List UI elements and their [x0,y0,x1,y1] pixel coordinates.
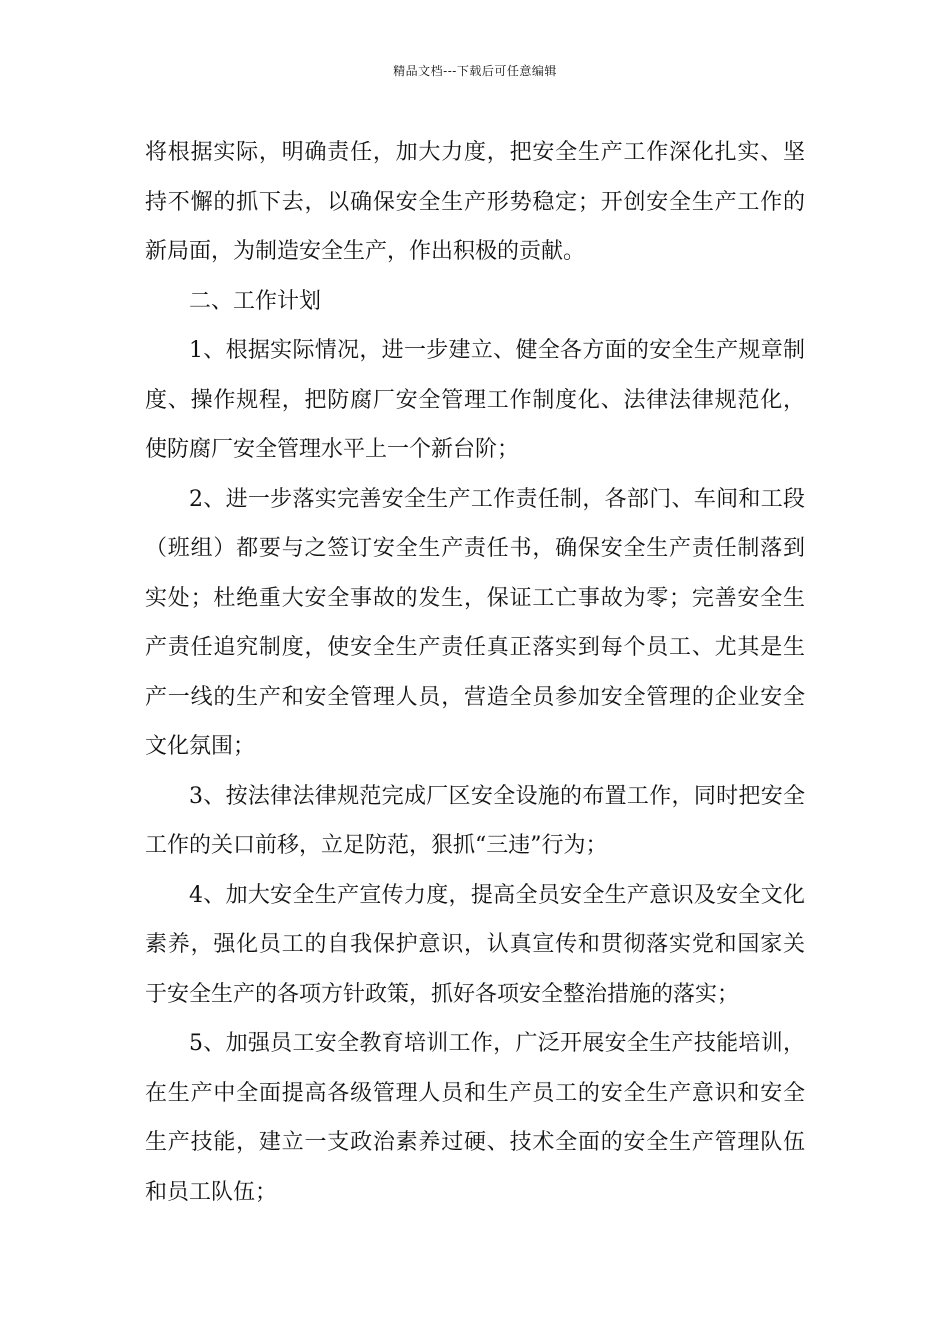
plan-item-1 [145,326,805,475]
text-line: 度、操作规程，把防腐厂安全管理工作制度化、法律法律规范化， [145,387,805,413]
text-line: 和员工队伍； [145,1179,278,1205]
text-line: 新局面，为制造安全生产，作出积极的贡献。 [145,239,586,264]
text-line: 产一线的生产和安全管理人员，营造全员参加安全管理的企业安全 [145,684,805,710]
paragraph-intro [145,128,805,277]
plan-item-3 [145,772,805,871]
text-line: 持不懈的抓下去，以确保安全生产形势稳定；开创安全生产工作的 [145,189,805,215]
section-heading-text: 二、工作计划 [189,288,322,314]
text-line: 使防腐厂安全管理水平上一个新台阶； [145,437,520,462]
text-line: 2、进一步落实完善安全生产工作责任制，各部门、车间和工段 [189,486,805,512]
plan-item-5 [145,1019,805,1217]
plan-item-2 [145,475,805,772]
text-line: 在生产中全面提高各级管理人员和生产员工的安全生产意识和安全 [145,1080,805,1106]
document-body [145,128,805,1217]
text-line: 于安全生产的各项方针政策，抓好各项安全整治措施的落实； [145,981,740,1007]
text-line: 将根据实际，明确责任，加大力度，把安全生产工作深化扎实、坚 [145,140,805,165]
text-line: 文化氛围； [145,734,256,759]
text-line: 实处；杜绝重大安全事故的发生，保证工亡事故为零；完善安全生 [145,585,805,611]
text-line: 素养，强化员工的自我保护意识，认真宣传和贯彻落实党和国家关 [145,932,805,957]
section-heading [145,277,805,327]
plan-item-4 [145,871,805,1020]
text-line: 3、按法律法律规范完成厂区安全设施的布置工作，同时把安全 [189,783,805,809]
text-line: 生产技能，建立一支政治素养过硬、技术全面的安全生产管理队伍 [145,1130,805,1155]
text-line: 4、加大安全生产宣传力度，提高全员安全生产意识及安全文化 [189,882,805,908]
page-header: 精品文档---下载后可任意编辑 [393,64,557,78]
text-line: 产责任追究制度，使安全生产责任真正落实到每个员工、尤其是生 [145,635,805,660]
text-line: 5、加强员工安全教育培训工作，广泛开展安全生产技能培训， [189,1031,805,1056]
text-line: （班组）都要与之签订安全生产责任书，确保安全生产责任制落到 [145,536,805,561]
text-line: 工作的关口前移，立足防范，狠抓“三违”行为； [145,833,608,858]
text-line: 1、根据实际情况，进一步建立、健全各方面的安全生产规章制 [189,338,805,363]
